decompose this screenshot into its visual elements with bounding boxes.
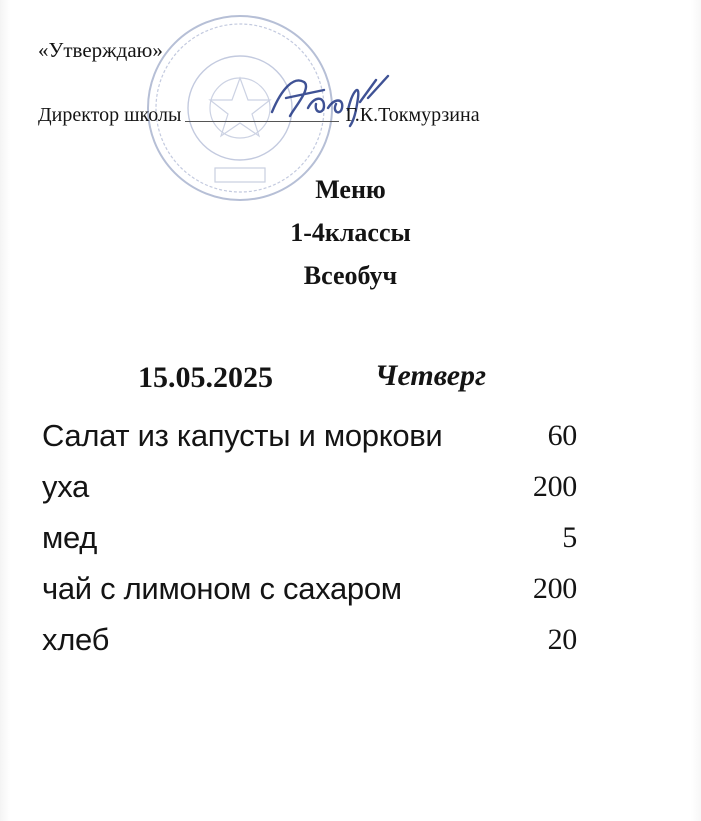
director-label: Директор школы bbox=[38, 104, 182, 126]
menu-weekday: Четверг bbox=[375, 359, 487, 392]
dish-quantity: 5 bbox=[562, 521, 577, 554]
dish-name: уха bbox=[42, 469, 89, 504]
menu-grades: 1-4классы bbox=[290, 218, 411, 247]
dish-name: чай с лимоном с сахаром bbox=[42, 571, 402, 606]
director-name: Г.К.Токмурзина bbox=[345, 104, 480, 126]
menu-title-block bbox=[0, 168, 701, 297]
menu-date: 15.05.2025 bbox=[138, 361, 273, 394]
list-item bbox=[42, 512, 577, 563]
dish-quantity: 60 bbox=[547, 419, 577, 452]
director-line bbox=[38, 103, 480, 127]
list-item bbox=[42, 614, 577, 665]
dish-name: Салат из капусты и моркови bbox=[42, 418, 443, 453]
menu-title: Меню bbox=[315, 175, 386, 204]
list-item bbox=[42, 461, 577, 512]
menu-program: Всеобуч bbox=[303, 261, 398, 290]
approval-heading: «Утверждаю» bbox=[38, 38, 163, 62]
menu-list bbox=[42, 410, 577, 665]
dish-quantity: 20 bbox=[547, 623, 577, 656]
dish-name: мед bbox=[42, 520, 98, 555]
dish-quantity: 200 bbox=[532, 572, 577, 605]
list-item bbox=[42, 563, 577, 614]
list-item bbox=[42, 410, 577, 461]
signature-line bbox=[185, 120, 339, 122]
dish-quantity: 200 bbox=[532, 470, 577, 503]
dish-name: хлеб bbox=[42, 622, 110, 657]
